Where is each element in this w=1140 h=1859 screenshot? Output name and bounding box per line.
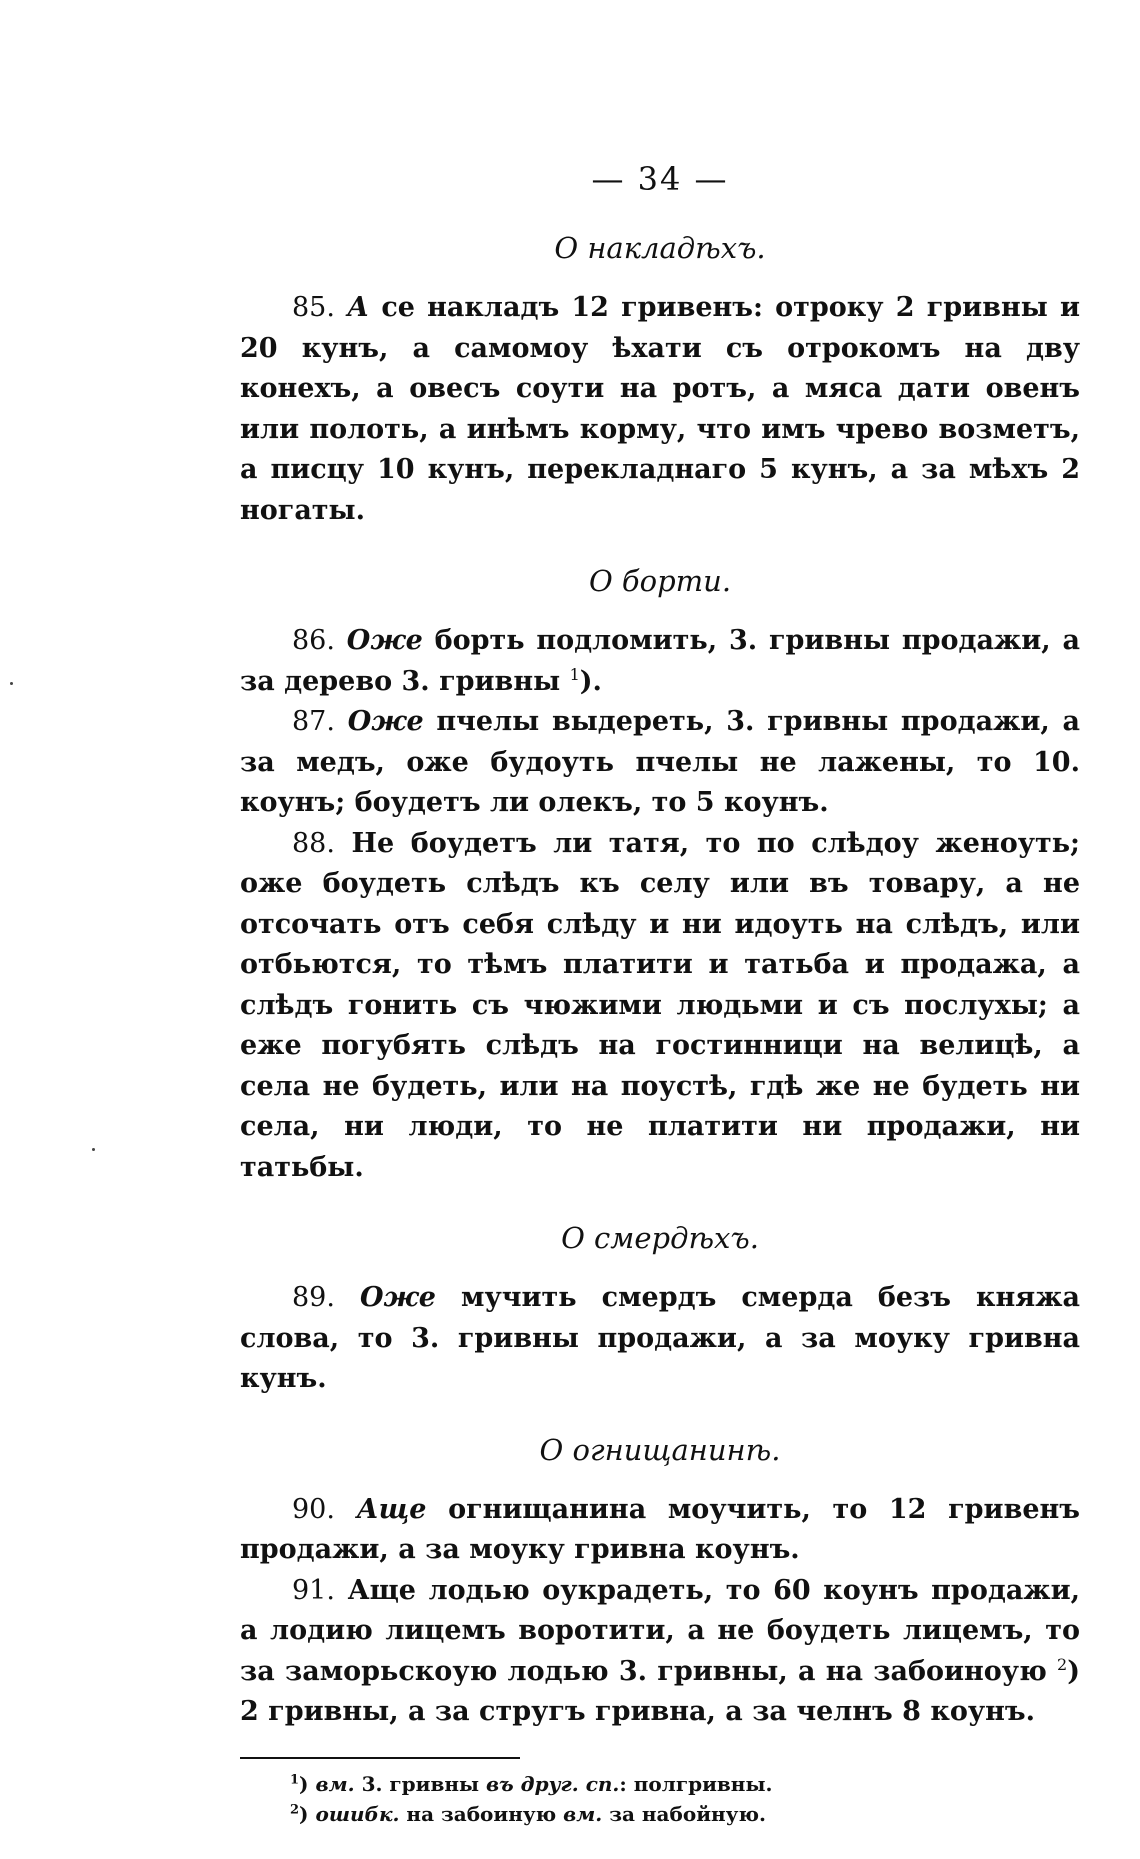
article-text: лодью оукрадеть, то 60 коунъ продажи, а лодию лицемъ воротити, а не боудеть лицемъ, то за заморьскоую лодью 3. гривны, а на забоиноую xyxy=(240,1574,1081,1687)
footnote-ref[interactable]: 2 xyxy=(1057,1654,1068,1674)
footnote-text: ) xyxy=(299,1801,316,1826)
article-text: мучить смердъ смерда безъ княжа слова, то 3. гривны продажи, а за моуку гривна кунъ. xyxy=(240,1282,1081,1394)
article-86 xyxy=(240,621,1080,702)
article-text: борть подломить, 3. гривны продажи, а за дерево 3. гривны xyxy=(240,625,1081,697)
article-number: 90. xyxy=(292,1493,335,1525)
article-90 xyxy=(240,1490,1080,1571)
section-heading: О борти. xyxy=(588,564,732,598)
footnote-text: ) xyxy=(299,1771,316,1796)
footnote-abbrev: ошибк. xyxy=(315,1801,400,1826)
footnote-mark: 2 xyxy=(290,1801,300,1817)
article-text-tail: ) 2 гривны, а за стругъ гривна, а за челнъ 8 коунъ. xyxy=(240,1655,1080,1727)
article-first-word: А xyxy=(347,292,370,323)
footnote-2 xyxy=(240,1799,1080,1829)
footnote-text: 3. гривны xyxy=(354,1771,487,1796)
article-number: 91. xyxy=(292,1574,335,1606)
article-first-word: Оже xyxy=(347,706,424,737)
footnote-1 xyxy=(240,1769,1080,1799)
section-nakladekh xyxy=(240,218,1080,531)
document-page xyxy=(240,160,1080,1829)
article-text: пчелы выдереть, 3. гривны продажи, а за медъ, оже будоуть пчелы не лажены, то 10. коунъ; боудетъ ли олекъ, то 5 коунъ. xyxy=(240,706,1080,818)
article-number: 88. xyxy=(292,827,335,859)
article-number: 87. xyxy=(292,706,335,737)
article-first-word: Оже xyxy=(346,625,423,656)
article-text: се накладъ 12 гривенъ: отроку 2 гривны и 20 кунъ, а самомоу ѣхати съ отрокомъ на дву конехъ, а овесъ соути на ротъ, а мяса дати овенъ или полоть, а инѣмъ корму, что имъ чрево возметъ, а писцу 10 кунъ, перекладнаго 5 кунъ, а за мѣхъ 2 ногаты. xyxy=(240,292,1080,526)
article-text: огнищанина моучить, то 12 гривенъ продажи, а за моуку гривна коунъ. xyxy=(240,1493,1080,1565)
article-number: 86. xyxy=(292,625,335,656)
article-85 xyxy=(240,288,1080,531)
footnote-text: на забоиную xyxy=(399,1801,564,1826)
section-smerdekh xyxy=(240,1208,1080,1400)
article-number: 85. xyxy=(292,292,335,323)
article-text: боудетъ ли татя, то по слѣдоу женоуть; оже боудеть слѣдъ къ селу или въ товару, а не отсочать отъ себя слѣду и ни идоуть на слѣдъ, или отбьются, то тѣмъ платити и татьба и продажа, а слѣдъ гонить съ чюжими людьми и съ послухы; а еже погубять слѣдъ на гостинници на велицѣ, а села не будеть, или на поустѣ, гдѣ же не будеть ни села, ни люди, то не платити ни продажи, ни татьбы. xyxy=(240,827,1081,1183)
article-text-tail: ). xyxy=(579,665,602,697)
section-borti xyxy=(240,551,1080,1188)
footnote-ref[interactable]: 1 xyxy=(569,664,580,684)
article-91 xyxy=(240,1571,1080,1733)
article-first-word: Аще xyxy=(356,1493,427,1525)
page-number: — 34 — xyxy=(591,160,729,198)
footnote-mark: 1 xyxy=(290,1771,300,1787)
section-heading: О накладѣхъ. xyxy=(554,231,766,265)
article-89 xyxy=(240,1278,1080,1400)
scan-speck xyxy=(92,1148,95,1151)
article-first-word: Аще xyxy=(347,1574,416,1606)
footnote-text: за набойную. xyxy=(602,1801,766,1826)
section-heading: О огнищанинѣ. xyxy=(539,1432,781,1467)
article-87 xyxy=(240,702,1080,824)
article-first-word: Оже xyxy=(360,1282,436,1313)
footnote-divider xyxy=(240,1757,520,1759)
section-heading: О смердѣхъ. xyxy=(561,1221,759,1255)
section-ognishchanine xyxy=(240,1420,1080,1733)
article-first-word: Не xyxy=(351,827,395,859)
footnote-abbrev: вм. xyxy=(563,1801,603,1826)
article-88 xyxy=(240,824,1080,1189)
footnote-abbrev: вм. xyxy=(315,1771,355,1796)
article-number: 89. xyxy=(292,1282,335,1313)
footnote-text: : полгривны. xyxy=(619,1771,773,1796)
scan-speck xyxy=(10,682,13,685)
footnote-abbrev: въ друг. сп. xyxy=(486,1771,620,1796)
